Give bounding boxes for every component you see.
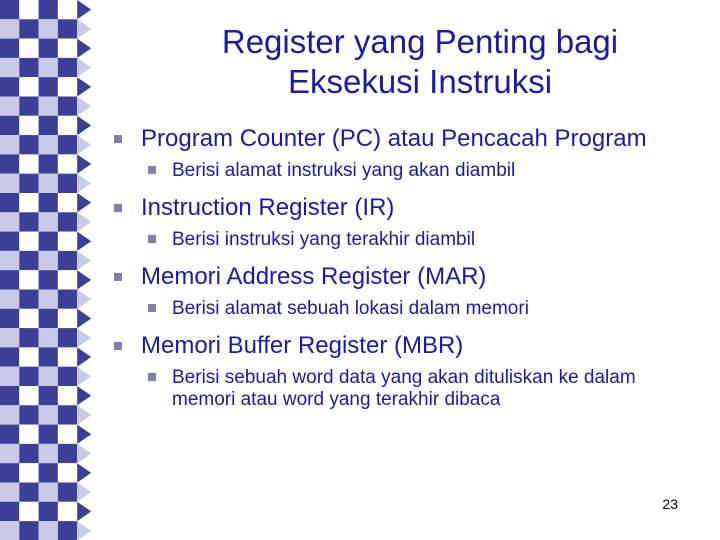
bullet-group: [112, 195, 692, 251]
border-check: [39, 483, 58, 502]
border-check: [19, 0, 38, 19]
border-check: [58, 386, 77, 405]
square-bullet-icon: [114, 342, 122, 350]
border-check: [0, 521, 19, 540]
border-check: [58, 251, 77, 270]
border-check: [19, 251, 38, 270]
border-check: [39, 347, 58, 366]
border-check: [58, 19, 77, 38]
border-check: [58, 116, 77, 135]
sub-bullet-text: Berisi instruksi yang terakhir diambil: [172, 229, 476, 250]
border-check: [58, 193, 77, 212]
border-check: [0, 483, 19, 502]
sub-bullet-item: [148, 367, 692, 411]
border-check: [39, 521, 58, 540]
border-check: [58, 328, 77, 347]
border-check: [39, 251, 58, 270]
border-check: [39, 212, 58, 231]
border-check: [0, 97, 19, 116]
border-check: [39, 193, 58, 212]
sub-bullet-text: Berisi sebuah word data yang akan dituliskan ke dalam memori atau word yang terakhir dibaca: [172, 367, 636, 410]
border-check: [0, 39, 19, 58]
border-check: [0, 77, 19, 96]
border-check: [58, 97, 77, 116]
bullet-item: [112, 126, 692, 152]
border-check: [19, 58, 38, 77]
border-check: [39, 232, 58, 251]
border-check: [39, 154, 58, 173]
border-check: [0, 270, 19, 289]
border-check: [58, 39, 77, 58]
border-check: [58, 135, 77, 154]
border-check: [39, 135, 58, 154]
border-check: [39, 0, 58, 19]
border-arrow: [77, 309, 91, 328]
border-arrow: [77, 367, 91, 386]
border-arrow: [77, 77, 91, 96]
border-arrow: [77, 135, 91, 154]
bullet-text: Program Counter (PC) atau Pencacah Program: [141, 125, 647, 152]
border-check: [39, 77, 58, 96]
border-arrow: [77, 116, 91, 135]
border-check: [0, 174, 19, 193]
border-arrow: [77, 290, 91, 309]
border-check: [0, 309, 19, 328]
square-bullet-icon: [114, 204, 122, 212]
sub-bullet-item: [148, 229, 692, 251]
border-check: [0, 347, 19, 366]
border-check: [19, 212, 38, 231]
sub-bullet-text: Berisi alamat sebuah lokasi dalam memori: [172, 298, 529, 319]
bullet-group: [112, 333, 692, 411]
bullet-text: Instruction Register (IR): [141, 194, 395, 221]
bullet-group: [112, 264, 692, 320]
border-check: [58, 483, 77, 502]
border-arrow: [77, 251, 91, 270]
border-check: [19, 309, 38, 328]
border-check: [58, 270, 77, 289]
border-check: [58, 212, 77, 231]
border-check: [19, 502, 38, 521]
border-check: [39, 58, 58, 77]
border-check: [0, 251, 19, 270]
border-check: [0, 116, 19, 135]
border-arrow: [77, 425, 91, 444]
sub-bullet-item: [148, 160, 692, 182]
square-bullet-icon: [114, 273, 122, 281]
border-arrow: [77, 270, 91, 289]
border-arrow: [77, 19, 91, 38]
sub-bullet-text: Berisi alamat instruksi yang akan diambil: [172, 160, 516, 181]
border-check: [39, 116, 58, 135]
border-check: [58, 444, 77, 463]
border-check: [0, 444, 19, 463]
border-check: [0, 193, 19, 212]
page-number: 23: [662, 496, 678, 512]
border-check: [19, 444, 38, 463]
border-arrow: [77, 39, 91, 58]
border-arrow: [77, 444, 91, 463]
border-check: [0, 290, 19, 309]
border-check: [0, 328, 19, 347]
border-check: [58, 0, 77, 19]
border-arrow: [77, 386, 91, 405]
border-check: [19, 116, 38, 135]
border-check: [0, 232, 19, 251]
border-arrow: [77, 174, 91, 193]
border-check: [58, 174, 77, 193]
border-check: [39, 290, 58, 309]
title-line-2: Eksekusi Instruksi: [287, 63, 553, 100]
slide-title: [120, 22, 720, 102]
checkered-border-decoration: [0, 0, 92, 540]
border-check: [39, 174, 58, 193]
border-arrow: [77, 154, 91, 173]
border-check: [58, 521, 77, 540]
border-arrow: [77, 58, 91, 77]
border-arrow: [77, 97, 91, 116]
bullet-item: [112, 333, 692, 359]
border-check: [19, 483, 38, 502]
border-check: [0, 135, 19, 154]
border-check: [0, 386, 19, 405]
border-check: [19, 463, 38, 482]
border-check: [58, 405, 77, 424]
border-check: [19, 77, 38, 96]
border-check: [39, 502, 58, 521]
border-check: [58, 232, 77, 251]
border-check: [39, 367, 58, 386]
border-arrow: [77, 328, 91, 347]
bullet-item: [112, 264, 692, 290]
square-bullet-icon: [114, 135, 122, 143]
bullet-list: [112, 126, 692, 424]
border-check: [19, 193, 38, 212]
border-check: [58, 309, 77, 328]
border-arrow: [77, 347, 91, 366]
border-check: [19, 521, 38, 540]
border-check: [19, 232, 38, 251]
border-arrow: [77, 483, 91, 502]
square-bullet-icon: [148, 304, 156, 312]
border-check: [19, 19, 38, 38]
square-bullet-icon: [148, 373, 156, 381]
bullet-text: Memori Address Register (MAR): [141, 263, 487, 290]
border-check: [0, 405, 19, 424]
border-check: [58, 502, 77, 521]
border-check: [19, 347, 38, 366]
border-check: [19, 135, 38, 154]
border-check: [19, 328, 38, 347]
border-check: [19, 154, 38, 173]
border-check: [39, 405, 58, 424]
sub-bullet-item: [148, 298, 692, 320]
square-bullet-icon: [148, 166, 156, 174]
border-arrow: [77, 502, 91, 521]
border-check: [0, 367, 19, 386]
border-check: [39, 425, 58, 444]
border-check: [0, 0, 19, 19]
border-check: [0, 425, 19, 444]
border-check: [39, 270, 58, 289]
border-check: [58, 367, 77, 386]
border-check: [58, 58, 77, 77]
border-arrow: [77, 521, 91, 540]
border-check: [58, 290, 77, 309]
border-check: [19, 290, 38, 309]
border-check: [19, 367, 38, 386]
border-check: [0, 502, 19, 521]
border-check: [19, 39, 38, 58]
border-check: [39, 444, 58, 463]
border-arrow: [77, 212, 91, 231]
border-check: [39, 309, 58, 328]
border-check: [39, 328, 58, 347]
title-line-1: Register yang Penting bagi: [221, 23, 619, 60]
border-check: [0, 212, 19, 231]
border-check: [58, 463, 77, 482]
border-check: [58, 347, 77, 366]
border-check: [39, 463, 58, 482]
border-check: [19, 425, 38, 444]
border-arrow: [77, 405, 91, 424]
border-check: [58, 425, 77, 444]
bullet-item: [112, 195, 692, 221]
border-check: [0, 154, 19, 173]
square-bullet-icon: [148, 235, 156, 243]
border-arrow: [77, 193, 91, 212]
border-check: [58, 77, 77, 96]
border-check: [0, 19, 19, 38]
border-check: [39, 97, 58, 116]
border-check: [39, 386, 58, 405]
border-arrow: [77, 0, 91, 19]
border-check: [0, 58, 19, 77]
border-check: [19, 97, 38, 116]
bullet-group: [112, 126, 692, 182]
bullet-text: Memori Buffer Register (MBR): [141, 332, 464, 359]
border-check: [39, 39, 58, 58]
border-arrow: [77, 232, 91, 251]
border-check: [19, 174, 38, 193]
border-check: [58, 154, 77, 173]
border-arrow: [77, 463, 91, 482]
border-check: [39, 19, 58, 38]
border-check: [19, 386, 38, 405]
border-check: [19, 270, 38, 289]
border-check: [0, 463, 19, 482]
border-check: [19, 405, 38, 424]
